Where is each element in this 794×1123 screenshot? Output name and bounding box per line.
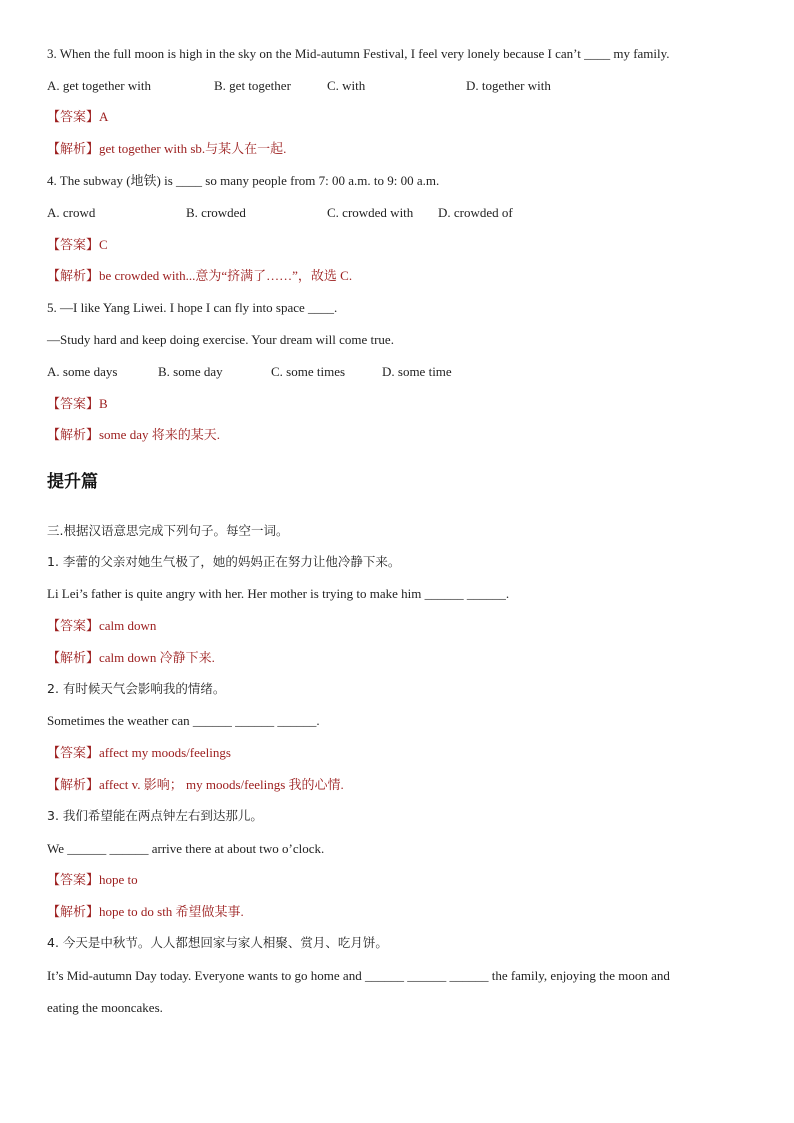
q3-option-c: C. with — [327, 78, 366, 93]
s3-item2-chinese: 2. 有时候天气会影响我的情绪。 — [47, 681, 226, 696]
q3-analysis: 【解析】get together with sb.与某人在一起. — [47, 141, 287, 156]
q4-option-a: A. crowd — [47, 205, 96, 220]
s3-item1-english: Li Lei’s father is quite angry with her. Her mother is trying to make him ______ ______. — [47, 586, 510, 601]
q5-options — [47, 363, 757, 381]
q3-option-a: A. get together with — [47, 78, 151, 93]
s3-item1-answer: 【答案】calm down — [47, 618, 157, 633]
s3-item4-english-cont: eating the mooncakes. — [47, 1000, 163, 1015]
q5-stem: 5. —I like Yang Liwei. I hope I can fly into space ____. — [47, 300, 338, 315]
q5-option-b: B. some day — [158, 364, 223, 379]
q5-option-c: C. some times — [271, 364, 346, 379]
s3-item4-chinese: 4. 今天是中秋节。人人都想回家与家人相聚、赏月、吃月饼。 — [47, 935, 388, 950]
s3-item2-analysis: 【解析】affect v. 影响； my moods/feelings 我的心情. — [47, 777, 344, 792]
q3-stem: 3. When the full moon is high in the sky on the Mid-autumn Festival, I feel very lonely because I can’t ____ my family. — [47, 46, 670, 61]
s3-item3-chinese: 3. 我们希望能在两点钟左右到达那儿。 — [47, 808, 263, 823]
s3-item2-answer: 【答案】affect my moods/feelings — [47, 745, 231, 760]
q4-answer: 【答案】C — [47, 237, 108, 252]
q3-options — [47, 77, 757, 95]
q5-option-d: D. some time — [382, 364, 452, 379]
q4-option-d: D. crowded of — [438, 205, 513, 220]
q4-stem: 4. The subway (地铁) is ____ so many people from 7: 00 a.m. to 9: 00 a.m. — [47, 173, 440, 188]
q5-reply: —Study hard and keep doing exercise. Your dream will come true. — [47, 332, 394, 347]
q4-option-c: C. crowded with — [327, 205, 414, 220]
q3-option-d: D. together with — [466, 78, 551, 93]
s3-item3-analysis: 【解析】hope to do sth 希望做某事. — [47, 904, 244, 919]
s3-item1-analysis: 【解析】calm down 冷静下来. — [47, 650, 215, 665]
q5-analysis: 【解析】some day 将来的某天. — [47, 427, 220, 442]
s3-item4-english: It’s Mid-autumn Day today. Everyone wants to go home and ______ ______ ______ the family, enjoying the moon and — [47, 968, 670, 983]
q5-option-a: A. some days — [47, 364, 118, 379]
q4-option-b: B. crowded — [186, 205, 246, 220]
q3-answer: 【答案】A — [47, 109, 109, 124]
q3-option-b: B. get together — [214, 78, 291, 93]
s3-item3-english: We ______ ______ arrive there at about two o’clock. — [47, 841, 325, 856]
section-title: 提升篇 — [47, 472, 98, 492]
s3-item1-chinese: 1. 李蕾的父亲对她生气极了，她的妈妈正在努力让他冷静下来。 — [47, 554, 401, 569]
s3-item3-answer: 【答案】hope to — [47, 872, 138, 887]
section3-instruction: 三.根据汉语意思完成下列句子。每空一词。 — [47, 523, 289, 538]
q4-options — [47, 204, 757, 222]
s3-item2-english: Sometimes the weather can ______ ______ ______. — [47, 713, 320, 728]
q4-analysis: 【解析】be crowded with...意为“挤满了……”，故选 C. — [47, 268, 353, 283]
q5-answer: 【答案】B — [47, 396, 108, 411]
